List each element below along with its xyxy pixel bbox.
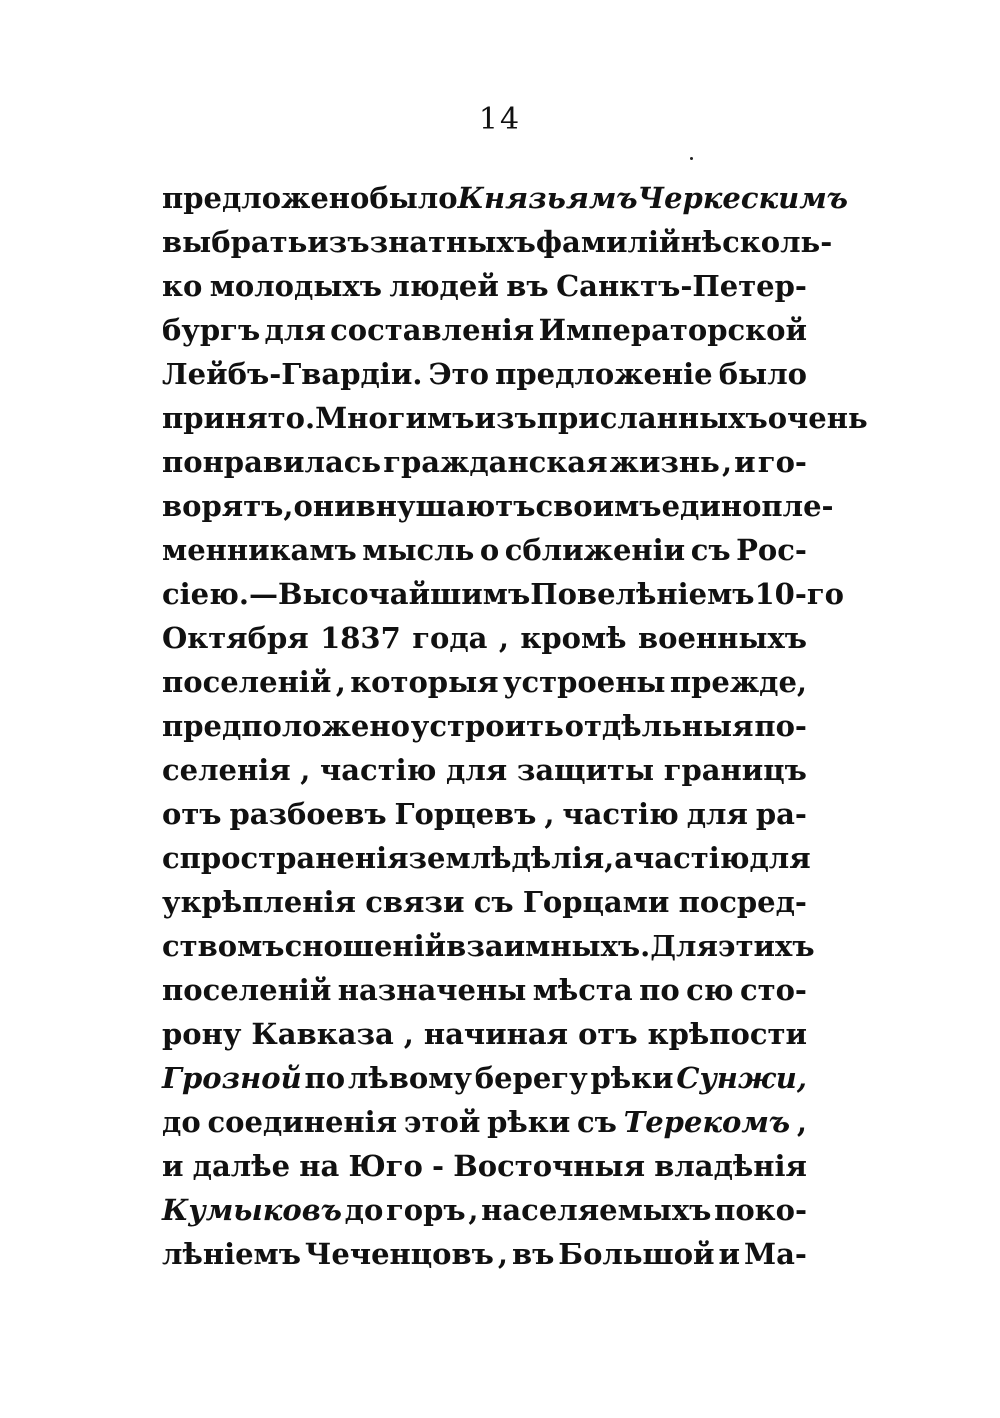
word: Ма- [744,1237,807,1271]
word: поко- [714,1193,807,1227]
text-line-17 [162,880,807,924]
word: разбоевъ [229,797,387,831]
word: для [264,313,326,347]
word-italic: Князьямъ [457,181,638,215]
word: и [734,445,756,479]
text-line-23 [162,1144,807,1188]
word: нѣсколь- [680,225,833,259]
page-number: 14 [478,102,522,137]
word: лѣвому [347,1061,472,1095]
text-line-2 [162,220,833,264]
word: поселеній [162,665,332,699]
word-italic: Кумыковъ [162,1193,342,1227]
word: владѣнія [654,1149,807,1183]
text-line-18 [162,924,815,968]
word: предположено [162,709,410,743]
text-line-1 [162,176,848,220]
word: населяемыхъ [481,1193,712,1227]
word: 1837 [320,621,401,655]
word: Горцевъ [394,797,537,831]
word: Императорской [538,313,807,347]
word: въ [506,269,549,303]
word: , [796,1105,807,1139]
word: посред- [678,885,807,919]
word: лѣніемъ [162,1237,301,1271]
word: рѣки [487,1105,571,1139]
word: Для [650,929,718,963]
word: съ [473,885,514,919]
word: Большой [558,1237,715,1271]
word: берегу [474,1061,588,1095]
word: для [749,841,811,875]
word: частію [562,797,679,831]
word: предложено [162,181,370,215]
word: до [162,1105,201,1139]
word: до [344,1193,384,1227]
word: сношеній [284,929,447,963]
word: Восточныя [453,1149,646,1183]
word: рону [162,1017,242,1051]
word: внушаютъ [355,489,536,523]
word: предложеніе [495,357,713,391]
word: рѣки [590,1061,674,1095]
word: Кавказа [251,1017,394,1051]
word: сіею. [162,577,249,611]
word: селенія [162,753,291,787]
word: очень [767,401,868,435]
word: Многимъ [315,401,475,435]
word: на [299,1149,340,1183]
word: мысль [362,533,475,567]
text-line-8 [162,484,834,528]
word: которыя [350,665,499,699]
text-line-20 [162,1012,807,1056]
word: — [248,577,278,611]
word: Юго [348,1149,423,1183]
text-line-9 [162,528,807,572]
text-line-21 [162,1056,807,1100]
word: они [293,489,356,523]
word: и [718,1237,741,1271]
word: выбрать [162,225,308,259]
text-line-14 [162,748,807,792]
word: , [335,665,346,699]
word: этихъ [717,929,815,963]
text-line-13 [162,704,807,748]
word: бургъ [162,313,261,347]
word: Горцами [522,885,670,919]
word: по [639,973,680,1007]
word: изъ [307,225,370,259]
word: соединенія [207,1105,398,1139]
word: гражданская [383,445,608,479]
word-italic: Грозной [162,1061,302,1095]
word: своимъ [535,489,662,523]
word: Октября [162,621,309,655]
word: ко [162,269,203,303]
word: молодыхъ [209,269,382,303]
word: го- [757,445,807,479]
text-line-5 [162,352,807,396]
text-line-24 [162,1188,807,1232]
text-line-11 [162,616,807,660]
text-line-25 [162,1232,807,1276]
word: горъ [385,1193,466,1227]
word: землѣдѣлія, [408,841,615,875]
word: сближеніи [504,533,686,567]
text-line-7 [162,440,807,484]
word: Санктъ-Петер- [556,269,807,303]
word: Чеченцовъ [304,1237,494,1271]
word: Повелѣніемъ [530,577,755,611]
word: ствомъ [162,929,285,963]
word: о [479,533,500,567]
word: взаимныхъ. [446,929,651,963]
text-line-19 [162,968,807,1012]
word: менникамъ [162,533,357,567]
word: и [162,1149,184,1183]
word: поселеній [162,973,332,1007]
word: сто- [739,973,807,1007]
text-line-16 [162,836,811,880]
word: а [614,841,634,875]
word: Лейбъ-Гвардіи. [162,357,423,391]
word: по [304,1061,346,1095]
word: жизнь [609,445,720,479]
word: , [721,445,733,479]
word-italic: Черкескимъ [637,181,848,215]
word: мѣста [532,973,633,1007]
word: по- [754,709,807,743]
word: съ [690,533,731,567]
word: присланныхъ [536,401,768,435]
word: , [497,1237,508,1271]
text-line-15 [162,792,807,836]
word-italic: Терекомъ [623,1105,791,1139]
word: было [718,357,807,391]
word: для [686,797,748,831]
word: укрѣпленія [162,885,356,919]
word: единопле- [661,489,834,523]
text-line-6 [162,396,868,440]
word: назначены [337,973,527,1007]
word: принято. [162,401,316,435]
text-line-12 [162,660,807,704]
word: составленія [330,313,535,347]
word: людей [389,269,499,303]
word: было [369,181,458,215]
word: , [544,797,555,831]
word: отдѣльныя [564,709,754,743]
word: частію [320,753,437,787]
text-line-3 [162,264,807,308]
word: устроены [502,665,666,699]
word: начиная [423,1017,569,1051]
word: фамилій [535,225,681,259]
word: кромѣ [520,621,627,655]
text-line-4 [162,308,807,352]
body-text [162,176,868,1276]
word: частію [633,841,750,875]
text-line-22 [162,1100,807,1144]
word: Высочайшимъ [277,577,531,611]
word: этой [403,1105,481,1139]
word: отъ [578,1017,638,1051]
word: сю [686,973,734,1007]
word: крѣпости [647,1017,807,1051]
word: границъ [663,753,807,787]
word: защиты [516,753,655,787]
word: - [432,1149,445,1183]
word: изъ [474,401,537,435]
word: Рос- [736,533,807,567]
word: , [498,621,509,655]
word: знатныхъ [369,225,536,259]
word: въ [511,1237,555,1271]
word: ворятъ, [162,489,294,523]
word: далѣе [192,1149,291,1183]
word: съ [576,1105,617,1139]
word: 10-го [754,577,845,611]
word: , [403,1017,414,1051]
word: отъ [162,797,222,831]
word: прежде, [669,665,807,699]
print-speck [690,157,693,160]
word: связи [365,885,465,919]
word: для [446,753,508,787]
word: спространенія [162,841,409,875]
word-italic: Сунжи, [676,1061,807,1095]
word: Это [428,357,489,391]
word: ра- [755,797,807,831]
word: понравилась [162,445,382,479]
word: , [468,1193,479,1227]
text-line-10 [162,572,845,616]
word: устроить [410,709,564,743]
word: , [300,753,311,787]
word: военныхъ [637,621,807,655]
word: года [412,621,488,655]
